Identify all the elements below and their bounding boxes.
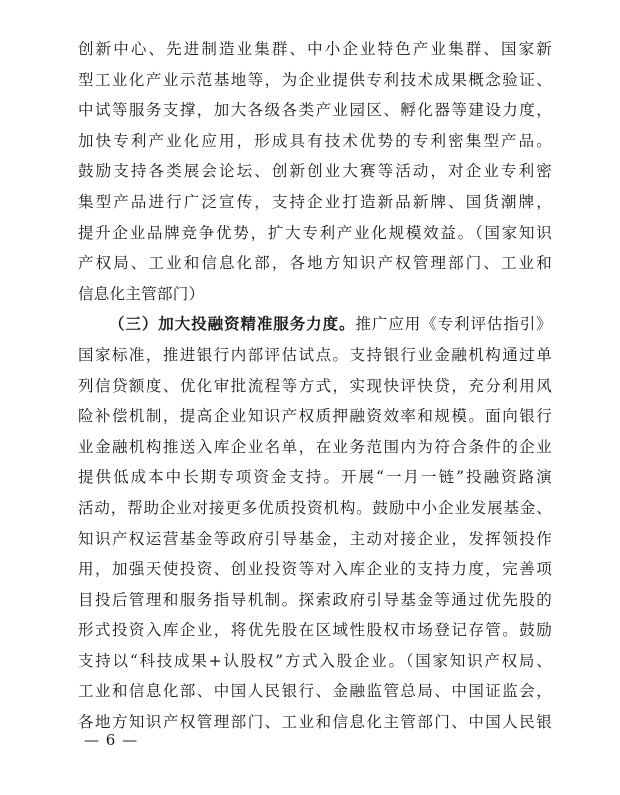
text-line: 业金融机构推送入库企业名单，在业务范围内为符合条件的企业 [78,437,552,456]
text-line: 集型产品进行广泛宣传，支持企业打造新品新牌、国货潮牌， [78,192,552,211]
text-line: 形式投资入库企业，将优先股在区域性股权市场登记存管。鼓励 [78,621,552,640]
text-line: 提供低成本中长期专项资金支持。开展“一月一链”投融资路演 [78,468,552,487]
text-line: 信息化主管部门） [78,284,205,303]
section-first-line-text: 推广应用《专利评估指引》 [355,315,552,334]
text-line: 产权局、工业和信息化部，各地方知识产权管理部门、工业和 [78,254,552,273]
text-line: 中试等服务支撑，加大各级各类产业园区、孵化器等建设力度， [78,101,552,120]
text-line: 创新中心、先进制造业集群、中小企业特色产业集群、国家新 [78,40,552,58]
text-line: 加快专利产业化应用，形成具有技术优势的专利密集型产品。 [78,131,552,150]
page-number: — 6 — [84,731,139,749]
text-line: 各地方知识产权管理部门、工业和信息化主管部门、中国人民银 [78,713,552,732]
text-line: 鼓励支持各类展会论坛、创新创业大赛等活动，对企业专利密 [78,162,552,181]
text-line: 目投后管理和服务指导机制。探索政府引导基金等通过优先股的 [78,590,552,609]
section-heading: （三）加大投融资精准服务力度。 [109,315,356,334]
text-line: 提升企业品牌竞争优势，扩大专利产业化规模效益。（国家知识 [78,223,552,242]
text-line: 用，加强天使投资、创业投资等对入库企业的支持力度，完善项 [78,560,552,579]
text-line: 国家标准，推进银行内部评估试点。支持银行业金融机构通过单 [78,345,552,364]
text-line: 险补偿机制，提高企业知识产权质押融资效率和规模。面向银行 [78,407,552,426]
text-line: 支持以“科技成果+认股权”方式入股企业。（国家知识产权局、 [78,651,552,670]
text-line: 列信贷额度、优化审批流程等方式，实现快评快贷，充分利用风 [78,376,552,395]
body-text [78,34,552,738]
text-line: 型工业化产业示范基地等，为企业提供专利技术成果概念验证、 [78,70,552,89]
text-line: 工业和信息化部、中国人民银行、金融监管总局、中国证监会， [78,682,552,701]
text-line: 活动，帮助企业对接更多优质投资机构。鼓励中小企业发展基金、 [78,498,552,517]
text-line: 知识产权运营基金等政府引导基金，主动对接企业，发挥领投作 [78,529,552,548]
section-heading-line [78,309,552,340]
